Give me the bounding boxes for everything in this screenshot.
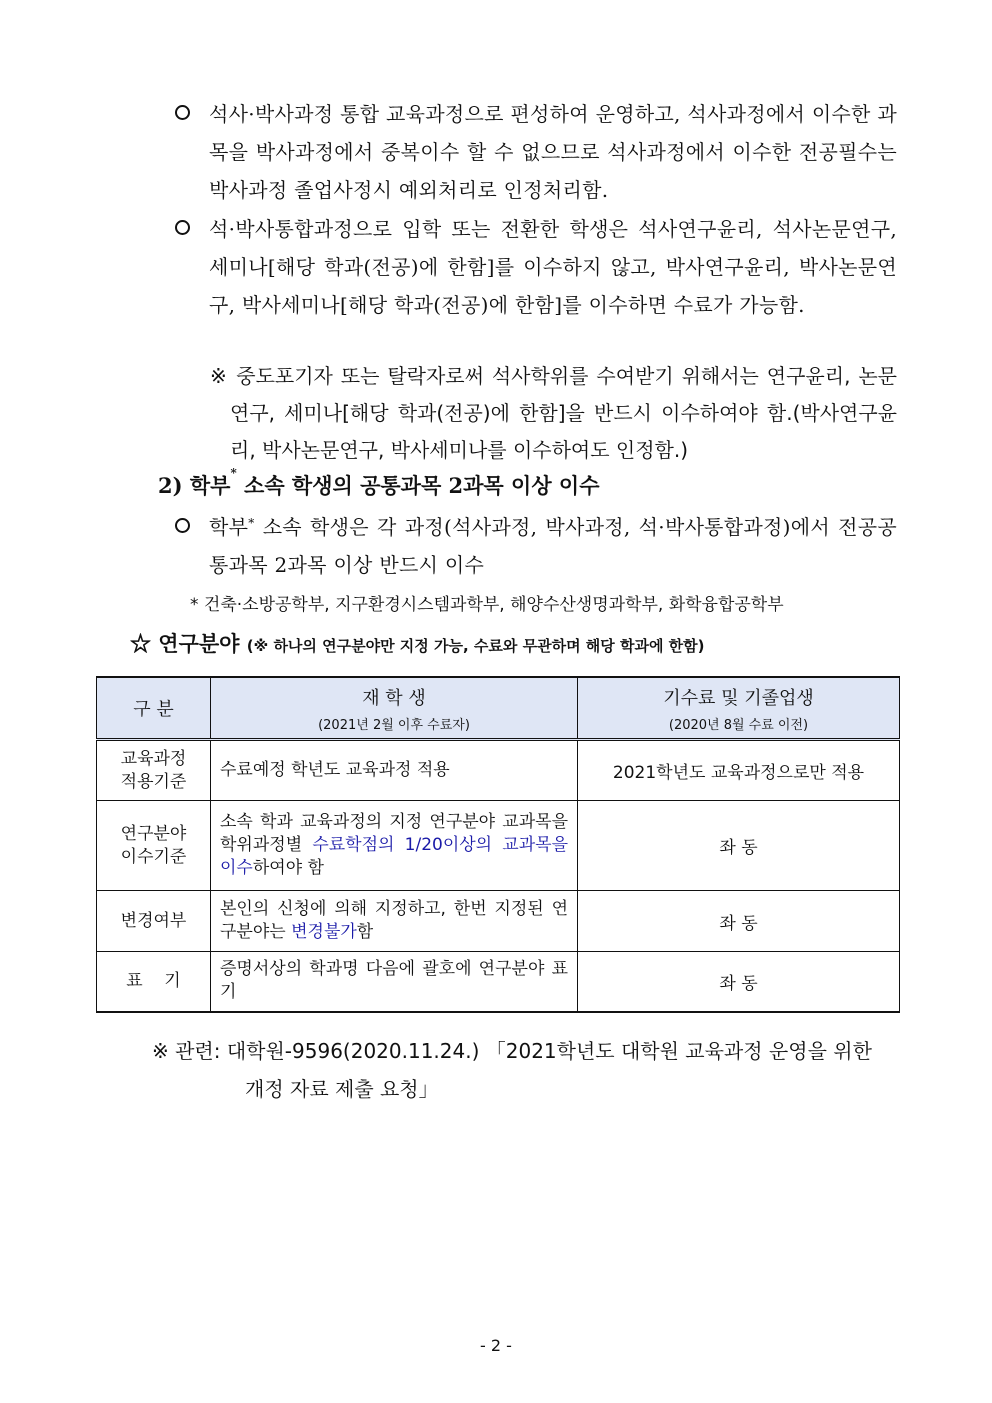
note-text: ※ 중도포기자 또는 탈락자로써 석사학위를 수여받기 위해서는 연구윤리, 논문연구, 세미나[해당 학과(전공)에 한함]을 반드시 이수하여야 함.(박사연구윤리, 박사논문연구, 박사세미나를 이수하여도 인정함.) bbox=[210, 364, 897, 462]
circle-bullet-icon bbox=[175, 518, 190, 533]
bullet-item bbox=[175, 95, 897, 209]
row-current: 수료예정 학년도 교육과정 적용 bbox=[211, 740, 578, 801]
table-row bbox=[97, 952, 900, 1012]
section-heading bbox=[158, 466, 600, 500]
row-former: 좌 동 bbox=[578, 801, 900, 891]
cell-text: 본인의 신청에 의해 지정하고, 한번 지정된 연구분야는 bbox=[220, 899, 568, 942]
page-number: - 2 - bbox=[480, 1336, 512, 1355]
header-cell-former bbox=[578, 677, 900, 740]
row-label-text: 표 기 bbox=[126, 970, 181, 991]
header-cell-current bbox=[211, 677, 578, 740]
section-heading-prefix: 2) 학부 bbox=[158, 473, 231, 498]
row-label bbox=[97, 952, 211, 1012]
row-label bbox=[97, 801, 211, 891]
header-sublabel: (2020년 8월 수료 이전) bbox=[668, 717, 809, 733]
header-cell-category bbox=[97, 677, 211, 740]
bullet-suffix: 소속 학생은 각 과정(석사과정, 박사과정, 석·박사통합과정)에서 전공공통과목 2과목 이상 반드시 이수 bbox=[209, 515, 897, 577]
header-sublabel: (2021년 2월 이후 수료자) bbox=[318, 717, 470, 733]
related-reference bbox=[152, 1032, 897, 1108]
footnote: * 건축·소방공학부, 지구환경시스템과학부, 해양수산생명과학부, 화학융합공학부 bbox=[190, 595, 784, 615]
header-label: 기수료 및 기졸업생 bbox=[663, 687, 814, 709]
research-note: (※ 하나의 연구분야만 지정 가능, 수료와 무관하며 해당 학과에 한함) bbox=[246, 637, 705, 655]
row-current: 증명서상의 학과명 다음에 괄호에 연구분야 표기 bbox=[211, 952, 578, 1012]
row-label-text: 변경여부 bbox=[120, 910, 187, 931]
row-former: 좌 동 bbox=[578, 891, 900, 952]
circle-bullet-icon bbox=[175, 220, 190, 235]
table-row bbox=[97, 891, 900, 952]
asterisk-mark: * bbox=[248, 516, 255, 530]
bullet-item bbox=[175, 210, 897, 324]
cell-text: 함 bbox=[356, 922, 374, 942]
row-label bbox=[97, 740, 211, 801]
bullet-text: 석사·박사과정 통합 교육과정으로 편성하여 운영하고, 석사과정에서 이수한 과목을 박사과정에서 중복이수 할 수 없으므로 석사과정에서 이수한 전공필수는 박사과정 졸업사정시 예외처리로 인정처리함. bbox=[209, 102, 897, 202]
row-label-text: 연구분야 이수기준 bbox=[120, 823, 187, 867]
related-line: 개정 자료 제출 요청」 bbox=[245, 1077, 439, 1101]
bullet-item bbox=[175, 508, 897, 584]
table-row bbox=[97, 801, 900, 891]
table-row bbox=[97, 740, 900, 801]
bullet-text bbox=[209, 508, 897, 584]
section-heading-text: 소속 학생의 공통과목 2과목 이상 이수 bbox=[236, 473, 600, 498]
highlighted-text: 수료학점의 1/20이상의 교과목을 이수 bbox=[220, 835, 568, 878]
circle-bullet-icon bbox=[175, 105, 190, 120]
bullet-text: 석·박사통합과정으로 입학 또는 전환한 학생은 석사연구윤리, 석사논문연구, 세미나[해당 학과(전공)에 한함]를 이수하지 않고, 박사연구윤리, 박사논문연구, 박사세미나[해당 학과(전공)에 한함]를 이수하면 수료가 가능함. bbox=[209, 217, 897, 317]
research-table bbox=[96, 676, 900, 1013]
asterisk-mark: * bbox=[230, 466, 237, 480]
note-block bbox=[210, 358, 897, 469]
research-heading bbox=[130, 628, 705, 658]
bullet-prefix: 학부 bbox=[209, 515, 249, 539]
header-label: 구 분 bbox=[133, 699, 174, 720]
cell-text: 하여야 함 bbox=[252, 858, 324, 878]
row-former: 좌 동 bbox=[578, 952, 900, 1012]
highlighted-text: 변경불가 bbox=[291, 922, 357, 942]
row-label bbox=[97, 891, 211, 952]
row-current bbox=[211, 891, 578, 952]
research-title: ☆ 연구분야 bbox=[130, 631, 240, 656]
header-label: 재 학 생 bbox=[362, 687, 426, 709]
row-current bbox=[211, 801, 578, 891]
row-former: 2021학년도 교육과정으로만 적용 bbox=[578, 740, 900, 801]
related-line: ※ 관련: 대학원-9596(2020.11.24.) 「2021학년도 대학원 교육과정 운영을 위한 bbox=[152, 1039, 872, 1063]
table-header-row bbox=[97, 677, 900, 740]
row-label-text: 교육과정 적용기준 bbox=[120, 748, 187, 792]
cell-text: 소속 학과 교육과정의 지정 연구분야 교과목을 학위과정별 bbox=[220, 812, 568, 855]
